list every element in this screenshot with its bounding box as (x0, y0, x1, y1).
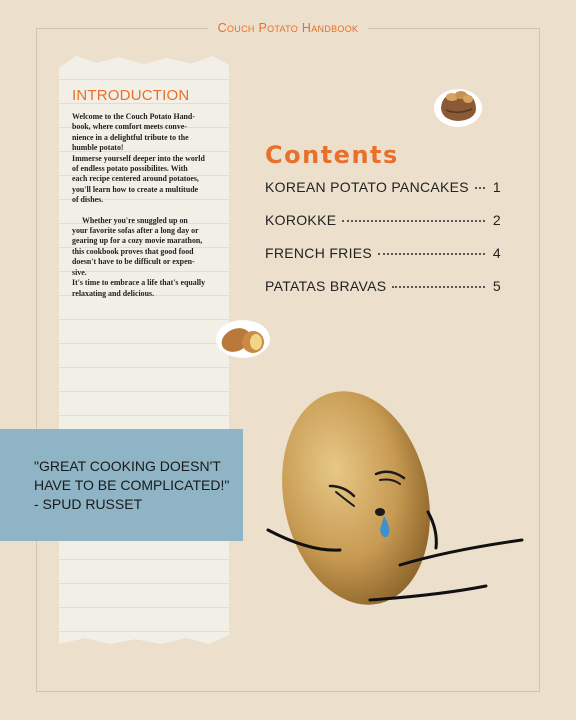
toc-item[interactable] (265, 245, 501, 278)
intro-line: sive. (72, 267, 87, 277)
intro-line: relaxating and delicious. (72, 288, 155, 298)
contents-title: Contents (265, 141, 399, 169)
intro-line: humble potato! (72, 143, 124, 153)
intro-line: each recipe centered around potatoes, (72, 174, 199, 184)
header (0, 19, 576, 37)
intro-line: Whether you're snuggled up on (82, 215, 188, 225)
quote-line: HAVE TO BE COMPLICATED!" (34, 477, 230, 493)
quote-text (34, 457, 234, 514)
toc-label: PATATAS BRAVAS (265, 278, 387, 294)
toc-leader (342, 220, 485, 222)
intro-body (72, 112, 222, 299)
intro-line: book, where comfort meets conve- (72, 122, 187, 132)
potato-sack-icon (432, 82, 484, 128)
intro-line: Welcome to the Couch Potato Hand- (72, 112, 195, 121)
toc-label: FRENCH FRIES (265, 245, 373, 261)
intro-line: you'll learn how to create a multitude (72, 184, 199, 194)
handbook-title: Couch Potato Handbook (208, 21, 369, 35)
quote-box (0, 429, 243, 541)
toc-leader (475, 187, 485, 189)
toc-leader (392, 286, 485, 288)
intro-line: your favorite sofas after a long day or (72, 226, 199, 236)
intro-line: It's time to embrace a life that's equally (72, 278, 206, 288)
crying-potato-character (250, 390, 530, 612)
toc-page: 4 (492, 245, 501, 261)
toc-label: KOREAN POTATO PANCAKES (265, 179, 469, 195)
toc-item[interactable] (265, 179, 501, 212)
intro-title: INTRODUCTION (72, 87, 190, 104)
intro-line: Immerse yourself deeper into the world (72, 153, 205, 163)
toc-page: 2 (492, 212, 501, 228)
intro-line: of endless potato possibilites. With (72, 164, 188, 174)
toc-item[interactable] (265, 212, 501, 245)
potatoes-sticker-icon (215, 318, 271, 360)
quote-line: "GREAT COOKING DOESN'T (34, 458, 221, 474)
toc-label: KOROKKE (265, 212, 337, 228)
toc-item[interactable] (265, 278, 501, 311)
intro-line: of dishes. (72, 195, 104, 205)
toc-page: 5 (492, 278, 501, 294)
toc-page: 1 (492, 179, 501, 195)
intro-line: gearing up for a cozy movie marathon, (72, 236, 203, 246)
quote-author: - SPUD RUSSET (34, 496, 143, 512)
intro-line: doesn't have to be difficult or expen- (72, 257, 195, 267)
table-of-contents (265, 179, 501, 311)
toc-leader (378, 253, 485, 255)
intro-line: nience in a delightful tribute to the (72, 132, 189, 142)
intro-line: this cookbook proves that good food (72, 246, 194, 256)
